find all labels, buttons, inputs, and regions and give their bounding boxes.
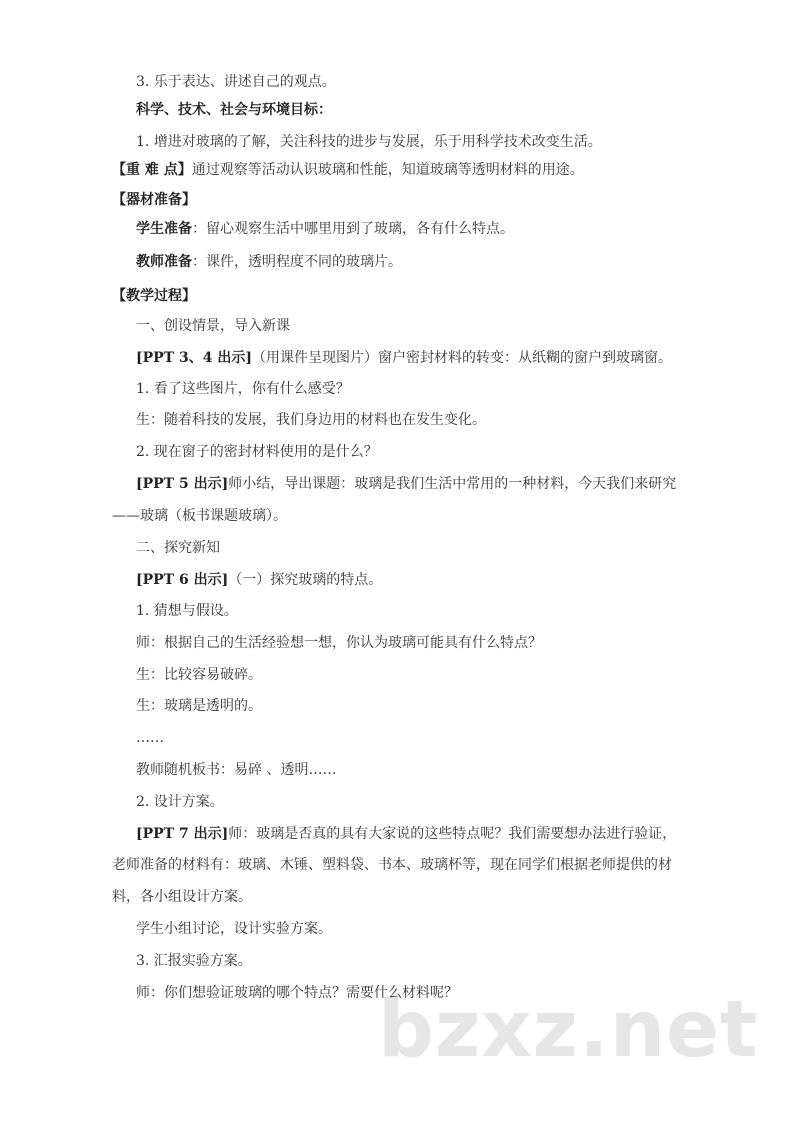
line-text: 生：玻璃是透明的。	[136, 698, 262, 714]
bold-label: 学生准备	[136, 221, 192, 237]
text-line	[136, 761, 336, 779]
line-text: 师：根据自己的生活经验想一想，你认为玻璃可能具有什么特点？	[136, 635, 542, 651]
text-line	[136, 220, 514, 238]
text-line	[136, 984, 458, 1002]
bold-label: 【教学过程】	[112, 288, 196, 304]
bold-label: 教师准备	[136, 254, 192, 270]
line-text: 一、创设情景，导入新课	[136, 318, 290, 334]
text-line	[112, 191, 196, 209]
line-text: （一）探究玻璃的特点。	[228, 572, 383, 588]
text-line	[136, 666, 262, 684]
line-text: 老师准备的材料有：玻璃、木锤、塑料袋、书本、玻璃杯等，现在同学们根据老师提供的材	[112, 857, 672, 873]
text-line	[136, 539, 220, 557]
bold-label: [PPT 7 出示]	[136, 826, 229, 842]
line-text: 3. 乐于表达、讲述自己的观点。	[136, 74, 336, 90]
bold-label: 【重 难 点】	[112, 162, 192, 178]
line-text: 1. 增进对玻璃的了解，关注科技的进步与发展，乐于用科学技术改变生活。	[136, 134, 602, 150]
text-line	[136, 317, 290, 335]
text-line	[136, 697, 262, 715]
text-line	[136, 729, 164, 747]
line-text: ：课件，透明程度不同的玻璃片。	[192, 254, 402, 270]
text-line	[136, 133, 602, 151]
line-text: 教师随机板书：易碎 、透明……	[136, 762, 337, 778]
line-text: 生：随着科技的发展，我们身边用的材料也在发生变化。	[136, 412, 486, 428]
line-text: 料，各小组设计方案。	[112, 889, 252, 905]
text-line	[136, 349, 672, 367]
text-line	[112, 161, 584, 179]
text-line	[136, 825, 676, 843]
line-text: 师小结，导出课题：玻璃是我们生活中常用的一种材料，今天我们来研究	[228, 476, 677, 492]
line-text: 1. 看了这些图片，你有什么感受？	[136, 381, 350, 397]
text-line	[136, 475, 676, 493]
text-line	[136, 571, 382, 589]
line-text: 生：比较容易破碎。	[136, 667, 262, 683]
bold-label: 科学、技术、社会与环境目标：	[136, 102, 332, 118]
line-text: 师：玻璃是否真的具有大家说的这些特点呢？我们需要想办法进行验证，	[228, 826, 677, 842]
line-text: ——玻璃（板书课题玻璃）。	[112, 508, 287, 524]
watermark: bzxz.net	[378, 985, 759, 1075]
line-text: 师：你们想验证玻璃的哪个特点？需要什么材料呢？	[136, 985, 458, 1001]
text-line	[136, 602, 238, 620]
line-text: ……	[136, 730, 164, 746]
text-line	[136, 443, 378, 461]
text-line	[112, 287, 196, 305]
line-text: （用课件呈现图片）窗户密封材料的转变：从纸糊的窗户到玻璃窗。	[251, 350, 672, 366]
line-text: 3. 汇报实验方案。	[136, 953, 252, 969]
bold-label: [PPT 5 出示]	[136, 476, 229, 492]
text-line	[136, 411, 486, 429]
text-line	[136, 73, 336, 91]
line-text: ：留心观察生活中哪里用到了玻璃，各有什么特点。	[192, 221, 514, 237]
text-line	[112, 888, 252, 906]
bold-label: 【器材准备】	[112, 192, 196, 208]
line-text: 二、探究新知	[136, 540, 220, 556]
text-line	[136, 253, 402, 271]
bold-label: [PPT 6 出示]	[136, 572, 229, 588]
text-line	[136, 101, 332, 119]
line-text: 学生小组讨论，设计实验方案。	[136, 921, 332, 937]
text-line	[136, 380, 350, 398]
text-line	[112, 507, 287, 525]
text-line	[136, 634, 542, 652]
text-line	[136, 920, 332, 938]
line-text: 1. 猜想与假设。	[136, 603, 238, 619]
text-line	[136, 793, 224, 811]
text-line	[112, 856, 672, 874]
bold-label: [PPT 3、4 出示]	[136, 350, 252, 366]
line-text: 通过观察等活动认识玻璃和性能，知道玻璃等透明材料的用途。	[191, 162, 584, 178]
line-text: 2. 现在窗子的密封材料使用的是什么？	[136, 444, 378, 460]
line-text: 2. 设计方案。	[136, 794, 224, 810]
text-line	[136, 952, 252, 970]
